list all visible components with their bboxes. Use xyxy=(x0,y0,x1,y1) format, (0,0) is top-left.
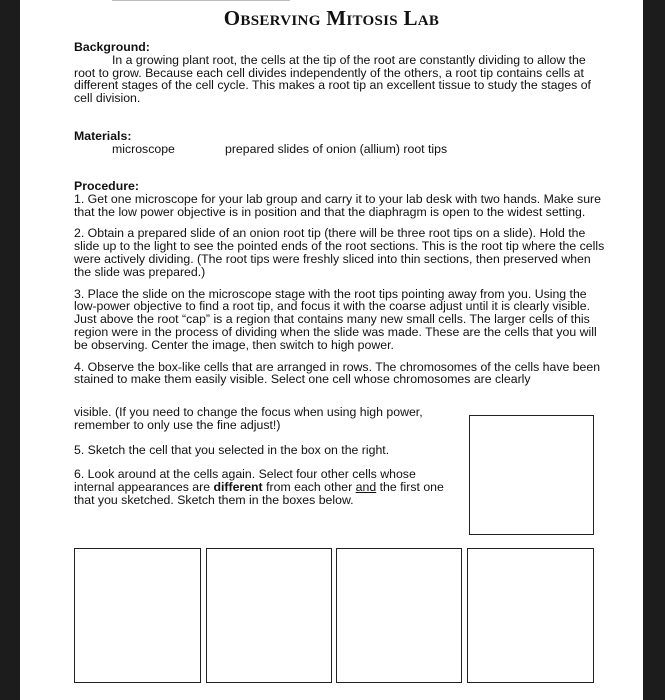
material-item-slides: prepared slides of onion (allium) root tips xyxy=(225,142,448,156)
step-6-text-a: 6. Look around at the cells again. Select four other cells whose internal appearances are xyxy=(74,467,416,495)
sketch-box-cell-3[interactable] xyxy=(336,548,462,683)
sketch-box-cell-2[interactable] xyxy=(206,548,332,683)
top-rule xyxy=(112,0,290,1)
page-title: Observing Mitosis Lab xyxy=(223,6,440,30)
step-6-bold-different: different xyxy=(213,480,263,495)
background-text: In a growing plant root, the cells at the tip of the root are constantly dividing to allow the root to grow. Because each cell divides independently of the others, a root tip contains cells at different stages of the cell cycle. This makes a root tip an excellent tissue to study the stages of cell division. xyxy=(74,52,591,106)
sketch-box-cell-1[interactable] xyxy=(74,548,201,683)
background-heading: Background: xyxy=(74,40,150,54)
material-item-microscope: microscope xyxy=(112,142,175,156)
procedure-step-6 xyxy=(74,468,454,506)
procedure-step-1: 1. Get one microscope for your lab group and carry it to your lab desk with two hands. Make sure that the low power objective is in position and that the diaphragm is open to the widest setting. xyxy=(74,191,601,219)
procedure-step-2: 2. Obtain a prepared slide of an onion root tip (there will be three root tips on a slide). Hold the slide up to the light to see the pointed ends of the root sections. This is the root tip where the cells were actively dividing. (The root tips were freshly sliced into thin sections, then preserved when the slide was prepared.) xyxy=(74,226,605,279)
page-edge-right xyxy=(643,0,665,700)
procedure-section xyxy=(74,180,606,386)
worksheet-page xyxy=(20,0,643,700)
step-6-text-b: from each other xyxy=(262,480,356,495)
sketch-box-selected-cell[interactable] xyxy=(469,415,594,535)
procedure-step-4-continued: visible. (If you need to change the focus when using high power, remember to only use the fine adjust!) xyxy=(74,405,423,432)
procedure-narrow-column xyxy=(74,406,454,507)
background-section xyxy=(74,41,606,105)
step-6-text-c: the first one that you sketched. Sketch them in the boxes below. xyxy=(74,480,444,507)
step-6-underline-and: and xyxy=(355,480,377,495)
sketch-box-cell-4[interactable] xyxy=(467,548,594,683)
procedure-step-3: 3. Place the slide on the microscope stage with the root tips pointing away from you. Using the low-power objective to find a root tip, and focus it with the coarse adjust until it is clearly visible. Just above the root “cap” is a region that contains many new small cells. The larger cells of this region were in the process of dividing when the slide was made. These are the cells that you will be observing. Center the image, then switch to high power. xyxy=(74,286,597,352)
procedure-heading: Procedure: xyxy=(74,179,139,193)
procedure-step-5: 5. Sketch the cell that you selected in the box on the right. xyxy=(74,442,390,457)
materials-heading: Materials: xyxy=(74,129,132,143)
procedure-step-4: 4. Observe the box-like cells that are arranged in rows. The chromosomes of the cells have been stained to make them easily visible. Select one cell whose chromosomes are clearly xyxy=(74,359,601,387)
page-edge-left xyxy=(0,0,20,700)
materials-section xyxy=(74,130,606,143)
